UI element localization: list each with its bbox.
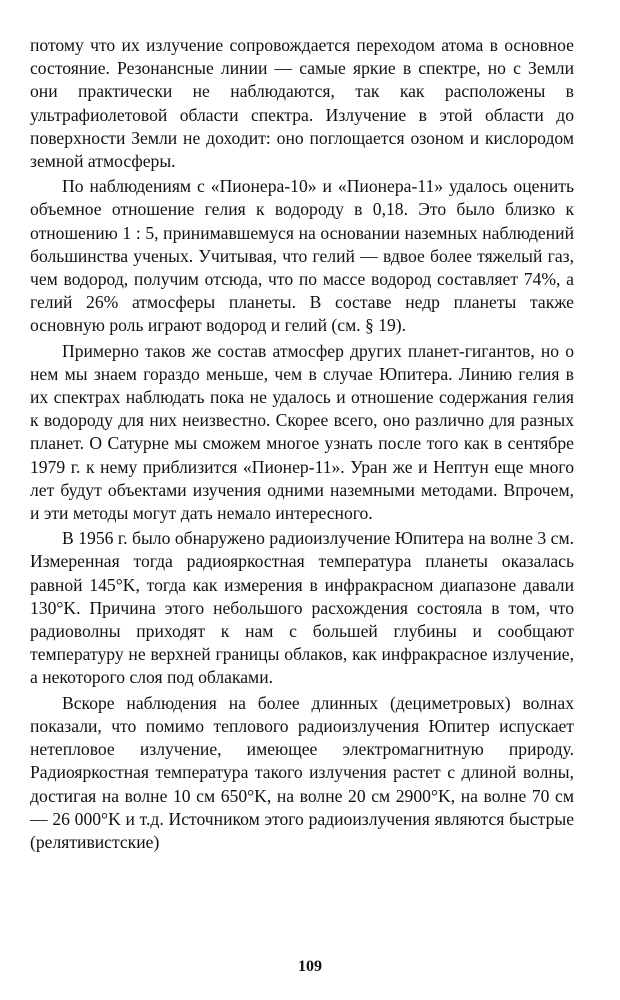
paragraph-continuation: потому что их излучение сопровождается переходом атома в основное состояние. Резонансные линии — самые яркие в спектре, но с Земли они практически не наблюдаются, так как расположены в ультрафиолетовой области спектра. Излучение в этой области до поверхности Земли не доходит: оно поглощается озоном и кислородом земной атмосферы. xyxy=(30,35,574,172)
page-number: 109 xyxy=(298,958,322,975)
body-text xyxy=(30,34,574,854)
paragraph-nonthermal-radio: Вскоре наблюдения на более длинных (дециметровых) волнах показали, что помимо теплового радиоизлучения Юпитер испускает нетепловое излучение, имеющее электромагнитную природу. Радиояркостная температура такого излучения растет с длиной волны, достигая на волне 10 см 650°K, на волне 20 см 2900°K, на волне 70 см — 26 000°K и т.д. Источником этого радиоизлучения являются быстрые (релятивистские) xyxy=(30,692,574,852)
paragraph-helium-ratio: По наблюдениям с «Пионера-10» и «Пионера-11» удалось оценить объемное отношение гелия к водороду в 0,18. Это было близко к отношению 1 : 5, принимавшемуся на основании наземных наблюдений большинства ученых. Учитывая, что гелий — вдвое более тяжелый газ, чем водород, получим отсюда, что по массе водород составляет 74%, а гелий 26% атмосферы планеты. В составе недр планеты также основную роль играют водород и гелий (см. § 19). xyxy=(30,176,574,336)
paragraph-giant-planets: Примерно таков же состав атмосфер других планет-гигантов, но о нем мы знаем гораздо меньше, чем в случае Юпитера. Линию гелия в их спектрах наблюдать пока не удалось и отношение содержания гелия к водороду для них неизвестно. Скорее всего, оно различно для разных планет. О Сатурне мы сможем многое узнать после того как в сентябре 1979 г. к нему приблизится «Пионер-11». Уран же и Нептун еще много лет будут объектами изучения одними наземными методами. Впрочем, и эти методы могут дать немало интересного. xyxy=(30,340,574,524)
paragraph-radio-1956: В 1956 г. было обнаружено радиоизлучение Юпитера на волне 3 см. Измеренная тогда радиояркостная температура планеты оказалась равной 145°K, тогда как измерения в инфракрасном диапазоне давали 130°K. Причина этого небольшого расхождения состояла в том, что радиоволны приходят к нам с большей глубины и сообщают температуру не верхней границы облаков, как инфракрасное излучение, а некоторого слоя под облаками. xyxy=(30,528,574,688)
